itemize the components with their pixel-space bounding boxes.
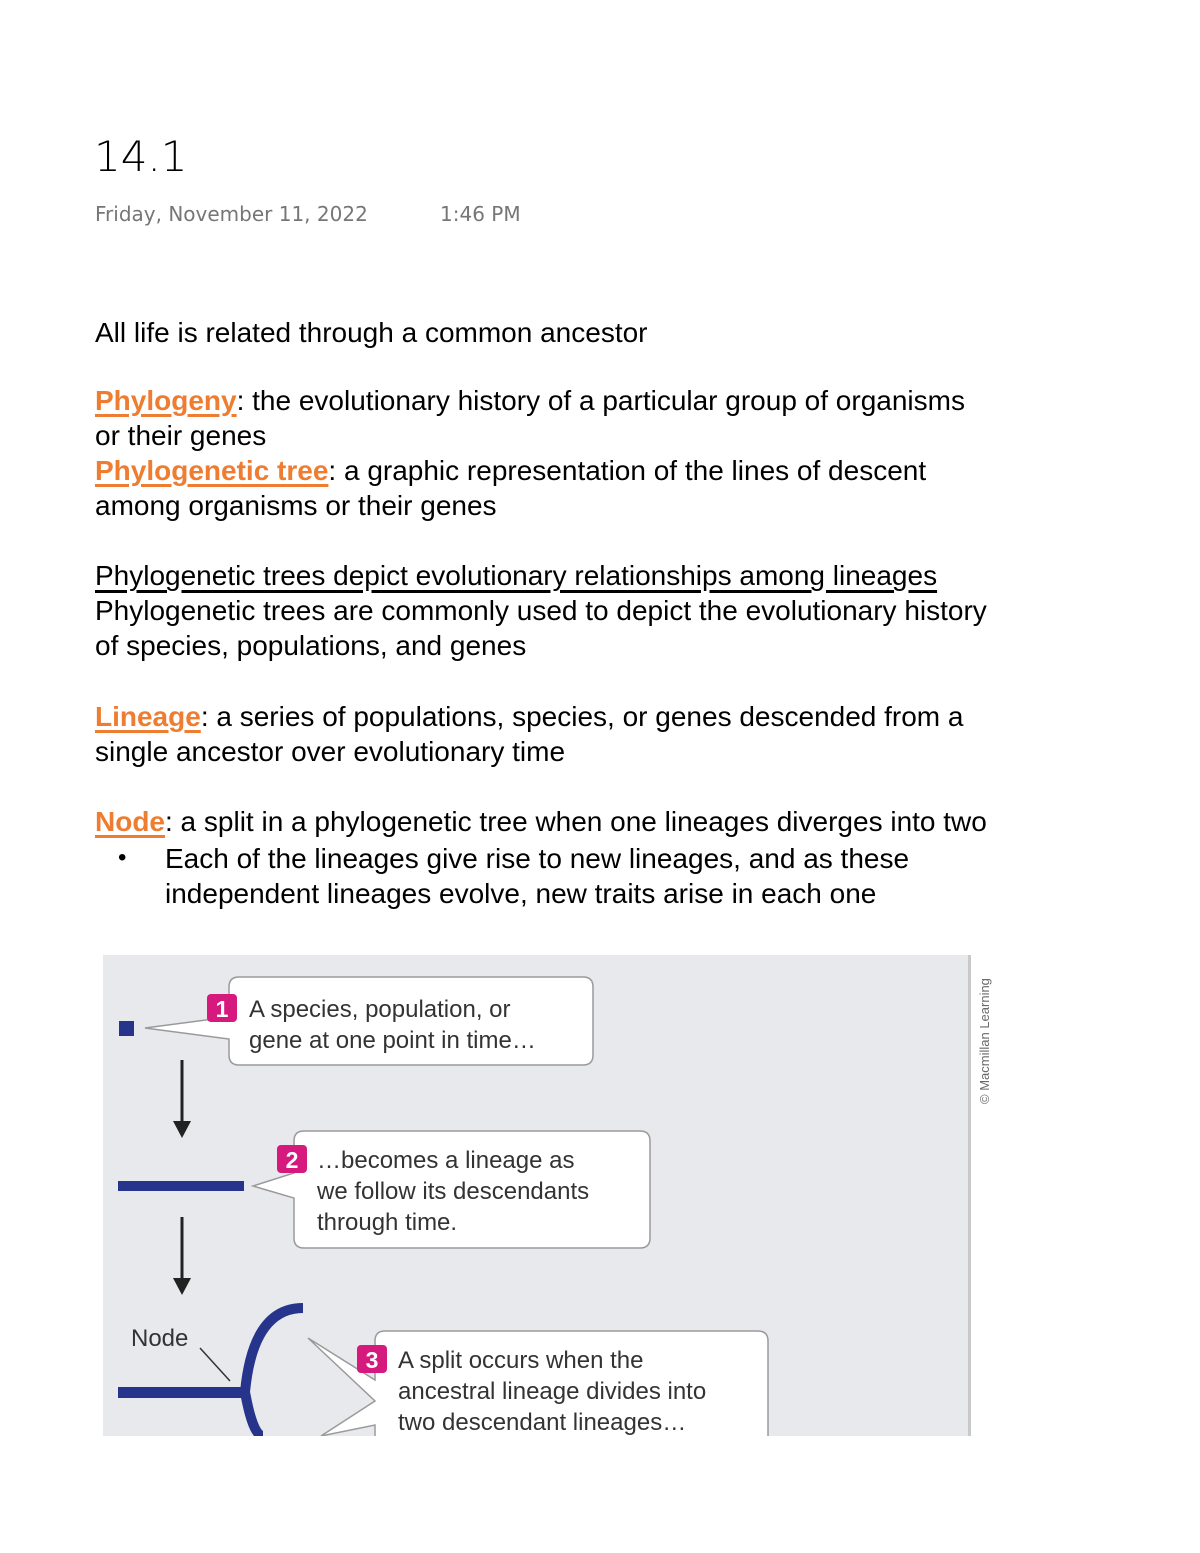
down-arrow-icon bbox=[173, 1217, 191, 1295]
step-3-line2: ancestral lineage divides into bbox=[398, 1378, 707, 1405]
section-subheading: Phylogenetic trees depict evolutionary relationships among lineages bbox=[95, 560, 938, 591]
page-date: Friday, November 11, 2022 bbox=[95, 202, 368, 226]
callout-1 bbox=[145, 977, 593, 1065]
step-1-line1: A species, population, or bbox=[249, 996, 511, 1023]
node-term: Node bbox=[95, 806, 165, 837]
node-label: Node bbox=[131, 1325, 189, 1352]
trees-text-cont: of species, populations, and genes bbox=[95, 630, 527, 661]
trees-text: Phylogenetic trees are commonly used to depict the evolutionary history bbox=[95, 595, 987, 626]
node-text: : a split in a phylogenetic tree when one lineages diverges into two bbox=[165, 806, 987, 837]
phylogeny-term: Phylogeny bbox=[95, 385, 237, 416]
step-1-number: 1 bbox=[215, 996, 229, 1022]
copyright-credit bbox=[968, 958, 998, 1108]
lineage-text-cont: single ancestor over evolutionary time bbox=[95, 736, 566, 767]
phylogeny-definition bbox=[95, 383, 965, 418]
node-definition bbox=[95, 804, 987, 839]
phylo-tree-term: Phylogenetic tree bbox=[95, 455, 329, 486]
step-3-line1: A split occurs when the bbox=[398, 1347, 644, 1374]
bullet-dot: • bbox=[118, 844, 127, 871]
phylogeny-text-cont: or their genes bbox=[95, 420, 267, 451]
step-1-line2: gene at one point in time… bbox=[249, 1027, 536, 1054]
step-2-line2: we follow its descendants bbox=[317, 1178, 590, 1205]
step-3-number: 3 bbox=[365, 1347, 379, 1373]
phylogeny-text: : the evolutionary history of a particular group of organisms bbox=[236, 385, 965, 416]
bullet-text-cont: independent lineages evolve, new traits arise in each one bbox=[165, 878, 877, 909]
lineage-figure bbox=[103, 955, 971, 1436]
bullet-text: Each of the lineages give rise to new lineages, and as these bbox=[165, 843, 910, 874]
phylo-tree-definition bbox=[95, 453, 926, 488]
step-3-line3: two descendant lineages… bbox=[398, 1409, 687, 1436]
species-square bbox=[119, 1021, 134, 1036]
credit-text: © Macmillan Learning bbox=[977, 978, 992, 1104]
step-2-line1: …becomes a lineage as bbox=[317, 1147, 575, 1174]
down-arrow-icon bbox=[173, 1060, 191, 1138]
phylo-tree-text-cont: among organisms or their genes bbox=[95, 490, 497, 521]
callout-3 bbox=[308, 1331, 768, 1436]
page-time: 1:46 PM bbox=[440, 202, 521, 226]
lineage-text: : a series of populations, species, or genes descended from a bbox=[200, 701, 964, 732]
lineage-term: Lineage bbox=[95, 701, 201, 732]
callout-2 bbox=[253, 1131, 650, 1248]
lineage-line bbox=[118, 1181, 244, 1191]
node-pointer bbox=[200, 1348, 230, 1381]
intro-line: All life is related through a common ancestor bbox=[95, 317, 648, 348]
step-2-number: 2 bbox=[285, 1147, 299, 1173]
page-title: 14.1 bbox=[94, 132, 188, 181]
step-2-line3: through time. bbox=[317, 1209, 458, 1236]
lineage-definition bbox=[95, 699, 963, 734]
phylo-tree-text: : a graphic representation of the lines of descent bbox=[328, 455, 927, 486]
